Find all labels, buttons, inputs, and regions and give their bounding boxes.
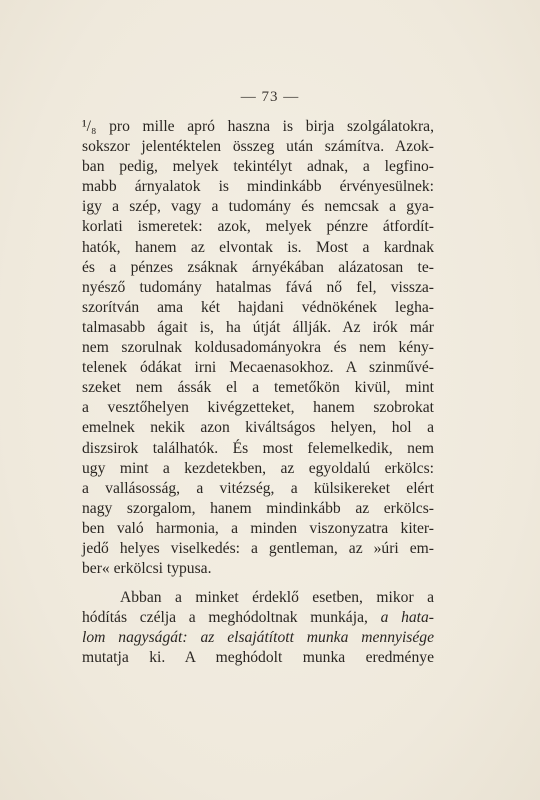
text-line [82, 439, 434, 459]
text-segment: nyésző tudomány hatalmas fává nő fel, vissza- [82, 278, 434, 296]
text-line [82, 628, 434, 648]
text-segment: hatók, hanem az elvontak is. Most a kardnak [82, 238, 434, 256]
text-segment: ben való harmonia, a minden viszonyzatra kiter- [82, 519, 434, 537]
text-segment: diszsirok találhatók. És most felemelkedik, nem [82, 439, 434, 457]
text-line [82, 479, 434, 499]
text-segment: mutatja ki. A meghódolt munka eredménye [82, 649, 434, 667]
text-line [82, 197, 434, 217]
text-segment: sokszor jelentéktelen összeg után számítva. Azok- [82, 138, 434, 156]
text-line [82, 539, 434, 559]
text-line [82, 378, 434, 398]
text-line [82, 418, 434, 438]
text-segment: mabb árnyalatok is mindinkább érvényesülnek: [82, 178, 434, 196]
text-segment: telenek ódákat irni Mecaenasokhoz. A szinművé- [82, 359, 434, 377]
text-segment: talmasabb ágait is, ha útját állják. Az irók már [82, 318, 434, 336]
text-segment: hódítás czélja a meghódoltnak munkája, [82, 609, 381, 627]
text-segment: ban pedig, melyek tekintélyt adnak, a legfino- [82, 158, 434, 176]
text-segment: igy a szép, vagy a tudomány és nemcsak a gya- [82, 198, 434, 216]
page-number: — 73 — [240, 89, 300, 105]
text-line [82, 459, 434, 479]
italic-text: a hata- [380, 609, 434, 627]
text-segment: szeket nem ássák el a temetőkön kivül, mint [82, 379, 434, 397]
paragraph-gap [82, 579, 434, 588]
text-line [82, 648, 434, 668]
text-line [82, 157, 434, 177]
text-segment: ¹/₈ pro mille apró haszna is birja szolgálatokra, [82, 118, 434, 135]
text-line [82, 398, 434, 418]
text-line [82, 238, 434, 258]
text-line [82, 338, 434, 358]
text-segment: szorítván ama két hajdani védnökének legha- [82, 298, 434, 316]
text-segment: nagy szorgalom, hanem mindinkább az erkölcs- [82, 499, 434, 517]
text-line [82, 318, 434, 338]
text-segment: Abban a minket érdeklő esetben, mikor a [120, 589, 434, 607]
text-line [82, 608, 434, 628]
text-segment: ber« erkölcsi typusa. [82, 560, 212, 578]
text-segment: jedő helyes viselkedés: a gentleman, az »úri em- [82, 539, 434, 557]
text-segment: emelnek nekik azon kiváltságos helyen, hol a [82, 419, 434, 437]
text-line [82, 559, 434, 579]
italic-text: lom nagyságát: az elsajátított munka mennyisége [82, 629, 434, 647]
text-line [82, 117, 434, 137]
text-line [82, 258, 434, 278]
text-line [82, 217, 434, 237]
text-line [82, 588, 434, 608]
text-line [82, 298, 434, 318]
text-line [82, 137, 434, 157]
text-segment: a vallásosság, a vitézség, a külsikereket elért [82, 479, 434, 497]
text-line [82, 519, 434, 539]
text-line [82, 499, 434, 519]
text-line [82, 278, 434, 298]
text-segment: korlati ismeretek: azok, melyek pénzre átfordít- [82, 218, 434, 236]
text-segment: a vesztőhelyen kivégzetteket, hanem szobrokat [82, 399, 434, 417]
body-text [82, 117, 434, 669]
text-line [82, 177, 434, 197]
text-line [82, 358, 434, 378]
text-segment: ugy mint a kezdetekben, az egyoldalú erkölcs: [82, 459, 434, 477]
text-segment: nem szorulnak koldusadományokra és nem kény- [82, 339, 434, 357]
text-segment: és a pénzes zsáknak árnyékában alázatosan te- [82, 258, 434, 276]
